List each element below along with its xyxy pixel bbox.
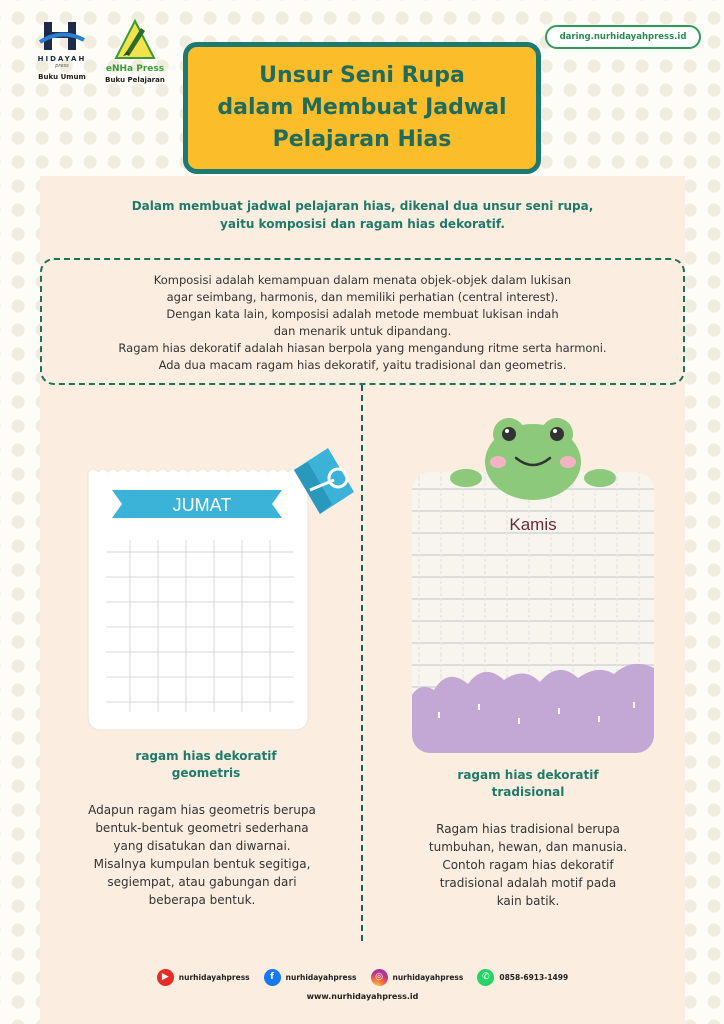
social-whatsapp[interactable] <box>477 969 568 986</box>
definition-line: Komposisi adalah kemampuan dalam menata objek-objek dalam lukisan <box>153 273 572 287</box>
social-label: 0858-6913-1499 <box>499 972 569 982</box>
geometris-title-line: geometris <box>171 766 241 780</box>
hidayah-brand: HIDAYAH <box>37 55 87 63</box>
enha-brand: eNHa Press <box>105 64 165 74</box>
hidayah-logo <box>22 18 102 81</box>
tradisional-title-line: tradisional <box>491 785 565 799</box>
title-banner <box>183 42 541 174</box>
geometris-desc-line: segiempat, atau gabungan dari <box>107 875 297 889</box>
enha-logo-icon <box>113 18 157 62</box>
instagram-icon: ◎ <box>371 969 388 986</box>
definition-line: Ada dua macam ragam hias dekoratif, yaitu tradisional dan geometris. <box>158 358 567 372</box>
frog-icon <box>485 418 581 500</box>
geometris-desc-line: beberapa bentuk. <box>148 893 256 907</box>
tradisional-title <box>378 767 678 801</box>
geometris-title <box>60 748 352 782</box>
intro-line: Dalam membuat jadwal pelajaran hias, dikenal dua unsur seni rupa, <box>131 199 594 213</box>
social-facebook[interactable] <box>264 969 357 986</box>
social-youtube[interactable] <box>157 969 250 986</box>
ribbon-label: JUMAT <box>172 495 232 515</box>
tradisional-desc-line: Ragam hias tradisional berupa <box>436 822 620 836</box>
geometris-desc-line: Misalnya kumpulan bentuk segitiga, <box>93 857 311 871</box>
social-instagram[interactable] <box>371 969 464 986</box>
tradisional-description <box>378 820 678 910</box>
definition-box <box>40 258 685 385</box>
definition-line: Ragam hias dekoratif adalah hiasan berpola yang mengandung ritme serta harmoni. <box>118 341 607 355</box>
intro-line: yaitu komposisi dan ragam hias dekoratif. <box>220 217 505 231</box>
geometris-title-line: ragam hias dekoratif <box>135 749 277 763</box>
page-title <box>217 60 506 156</box>
tradisional-desc-line: Contoh ragam hias dekoratif <box>442 858 614 872</box>
page-title-line: Unsur Seni Rupa <box>259 63 465 88</box>
whatsapp-icon: ✆ <box>477 969 494 986</box>
hidayah-brand-sub: press <box>55 63 69 69</box>
geometris-description <box>52 801 352 909</box>
enha-logo <box>100 18 170 84</box>
intro-text <box>60 197 665 233</box>
website-pill[interactable]: daring.nurhidayahpress.id <box>545 25 701 49</box>
tradisional-title-line: ragam hias dekoratif <box>457 768 599 782</box>
social-label: nurhidayahpress <box>178 972 250 982</box>
geometris-desc-line: yang disatukan dan diwarnai. <box>113 839 291 853</box>
geometris-desc-line: Adapun ragam hias geometris berupa <box>88 803 316 817</box>
hidayah-logo-icon <box>38 18 86 54</box>
hidayah-caption: Buku Umum <box>38 73 86 81</box>
youtube-icon: ▶ <box>157 969 174 986</box>
kamis-label: Kamis <box>509 515 557 534</box>
footer-website[interactable]: www.nurhidayahpress.id <box>306 992 419 1001</box>
geometris-desc-line: bentuk-bentuk geometri sederhana <box>95 821 309 835</box>
page-title-line: dalam Membuat Jadwal <box>217 95 507 120</box>
tradisional-desc-line: tradisional adalah motif pada <box>439 876 617 890</box>
frog-hand-right <box>584 469 616 487</box>
footer-socials <box>40 962 685 992</box>
definition-line: agar seimbang, harmonis, dan memiliki perhatian (central interest). <box>166 290 559 304</box>
tradisional-illustration <box>408 412 658 757</box>
social-label: nurhidayahpress <box>392 972 464 982</box>
geometris-illustration <box>76 440 366 740</box>
tradisional-desc-line: tumbuhan, hewan, dan manusia. <box>428 840 628 854</box>
definition-line: Dengan kata lain, komposisi adalah metode membuat lukisan indah <box>166 307 559 321</box>
tradisional-desc-line: kain batik. <box>496 894 560 908</box>
definition-line: dan menarik untuk dipandang. <box>273 324 452 338</box>
social-label: nurhidayahpress <box>285 972 357 982</box>
facebook-icon: f <box>264 969 281 986</box>
enha-caption: Buku Pelajaran <box>105 76 165 84</box>
frog-hand-left <box>450 469 482 487</box>
page-title-line: Pelajaran Hias <box>272 127 452 152</box>
